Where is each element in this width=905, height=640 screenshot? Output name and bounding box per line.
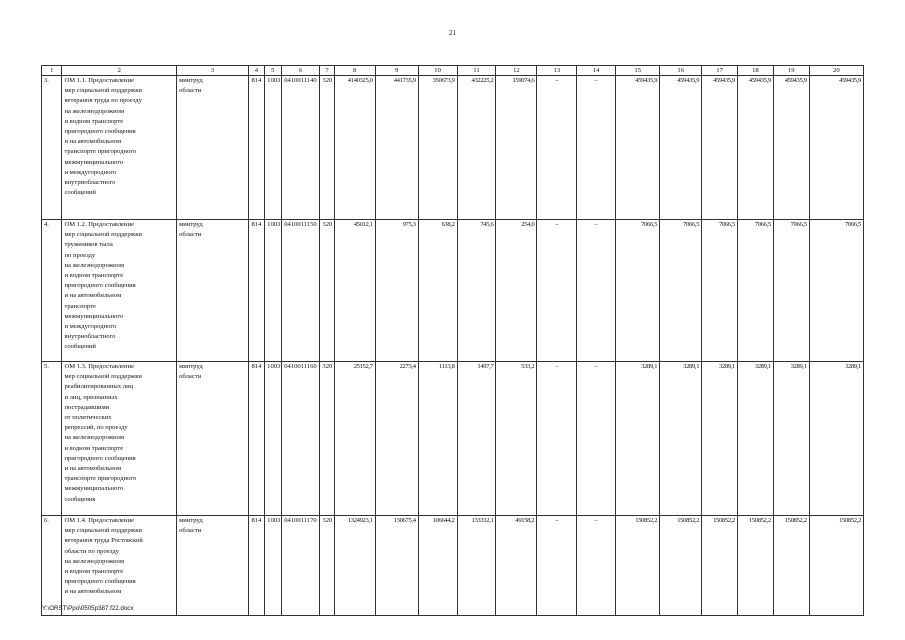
year-value-cell: – [537,76,577,220]
header-cell: 13 [537,66,577,76]
total-cell: 45012,1 [334,220,375,362]
row-number-cell: 6. [42,516,62,616]
year-value-cell: 7066,5 [738,220,774,362]
measure-name-cell: ОМ 1.1. Предоставление мер социальной поддержки ветеранов труда по проезду на железнодорожном и водном транспорте пригородного сообщения и на автомобильном транспорте пригородного межмуниципального и междугородного внутриобластного сообщений [62,76,177,220]
year-value-cell: 133332,1 [457,516,496,616]
total-cell: 4140325,0 [334,76,375,220]
year-value-cell: – [537,220,577,362]
year-value-cell: 106644,2 [418,516,457,616]
year-value-cell: 7066,5 [616,220,660,362]
header-cell: 10 [418,66,457,76]
year-value-cell: 745,6 [457,220,496,362]
csr-cell: 0410011140 [281,76,320,220]
year-value-cell: 432225,2 [457,76,496,220]
vr-cell: 320 [320,362,334,516]
header-cell: 8 [334,66,375,76]
header-cell: 11 [457,66,496,76]
csr-cell: 0410011170 [281,516,320,616]
year-value-cell: 441735,9 [375,76,418,220]
year-value-cell: 1497,7 [457,362,496,516]
csr-cell: 0410011150 [281,220,320,362]
year-value-cell: 7066,5 [660,220,702,362]
header-cell: 3 [177,66,249,76]
year-value-cell: 150852,2 [616,516,660,616]
table-body [42,66,864,616]
year-value-cell: 459435,9 [660,76,702,220]
header-cell: 17 [702,66,738,76]
total-cell: 1324923,1 [334,516,375,616]
year-value-cell: – [577,362,616,516]
year-value-cell: 49158,2 [496,516,537,616]
year-value-cell: 459435,9 [702,76,738,220]
year-value-cell: 150852,2 [809,516,863,616]
header-cell: 19 [773,66,809,76]
file-path-footer: Y:\ORST\Ppo\0505p387.f22.docx [42,605,134,612]
header-cell: 20 [809,66,863,76]
year-value-cell: 459435,9 [773,76,809,220]
grbs-cell: 814 [248,362,264,516]
rzpr-cell: 1003 [265,220,281,362]
year-value-cell: 459435,9 [738,76,774,220]
year-value-cell: 638,2 [418,220,457,362]
year-value-cell: 254,0 [496,220,537,362]
year-value-cell: 2273,4 [375,362,418,516]
header-cell: 6 [281,66,320,76]
header-cell: 7 [320,66,334,76]
header-cell: 18 [738,66,774,76]
year-value-cell: 7066,5 [773,220,809,362]
year-value-cell: – [537,362,577,516]
executor-cell: минтруд области [177,362,249,516]
row-number-cell: 4. [42,220,62,362]
header-cell: 2 [62,66,177,76]
year-value-cell: 459435,9 [809,76,863,220]
header-cell: 9 [375,66,418,76]
vr-cell: 320 [320,76,334,220]
grbs-cell: 814 [248,516,264,616]
year-value-cell: 159074,6 [496,76,537,220]
rzpr-cell: 1003 [265,516,281,616]
budget-table [41,65,864,616]
rzpr-cell: 1003 [265,362,281,516]
year-value-cell: 150852,2 [660,516,702,616]
executor-cell: минтруд области [177,516,249,616]
year-value-cell: 1113,8 [418,362,457,516]
year-value-cell: 150852,2 [773,516,809,616]
header-cell: 4 [248,66,264,76]
year-value-cell: 459435,9 [616,76,660,220]
vr-cell: 320 [320,516,334,616]
header-cell: 16 [660,66,702,76]
year-value-cell: 7066,5 [809,220,863,362]
year-value-cell: 7066,5 [702,220,738,362]
table-row [42,76,864,220]
measure-name-cell: ОМ 1.4. Предоставление мер социальной поддержки ветеранов труда Ростовской области по проезду на железнодорожном и водном транспорте пригородного сообщения и на автомобильном [62,516,177,616]
year-value-cell: 975,3 [375,220,418,362]
year-value-cell: 150852,2 [738,516,774,616]
header-cell: 15 [616,66,660,76]
grbs-cell: 814 [248,76,264,220]
header-cell: 14 [577,66,616,76]
year-value-cell: – [577,516,616,616]
row-number-cell: 5. [42,362,62,516]
year-value-cell: – [537,516,577,616]
table-row [42,220,864,362]
year-value-cell: 3289,1 [660,362,702,516]
year-value-cell: 3289,1 [773,362,809,516]
total-cell: 25152,7 [334,362,375,516]
executor-cell: минтруд области [177,76,249,220]
year-value-cell: 150852,2 [702,516,738,616]
year-value-cell: – [577,76,616,220]
year-value-cell: 350673,9 [418,76,457,220]
header-cell: 1 [42,66,62,76]
executor-cell: минтруд области [177,220,249,362]
table-row [42,362,864,516]
year-value-cell: – [577,220,616,362]
year-value-cell: 3289,1 [616,362,660,516]
year-value-cell: 533,2 [496,362,537,516]
header-cell: 12 [496,66,537,76]
year-value-cell: 3289,1 [809,362,863,516]
table-row [42,516,864,616]
measure-name-cell: ОМ 1.3. Предоставление мер социальной поддержки реабилитированных лиц и лиц, признанных пострадавшими от политических репрессий, по проезду на железнодорожном и водном транспорте пригородного сообщения и на автомобильном транспорте пригородного межмуниципального сообщения [62,362,177,516]
year-value-cell: 3289,1 [702,362,738,516]
year-value-cell: 130675,4 [375,516,418,616]
page-number: 21 [449,29,456,37]
vr-cell: 320 [320,220,334,362]
rzpr-cell: 1003 [265,76,281,220]
header-cell: 5 [265,66,281,76]
grbs-cell: 814 [248,220,264,362]
measure-name-cell: ОМ 1.2. Предоставление мер социальной поддержки тружеников тыла по проезду на железнодорожном и водном транспорте пригородного сообщения и на автомобильном транспорте межмуниципального и междугородного внутриобластного сообщений [62,220,177,362]
year-value-cell: 3289,1 [738,362,774,516]
row-number-cell: 3. [42,76,62,220]
column-number-row [42,66,864,76]
csr-cell: 0410011160 [281,362,320,516]
